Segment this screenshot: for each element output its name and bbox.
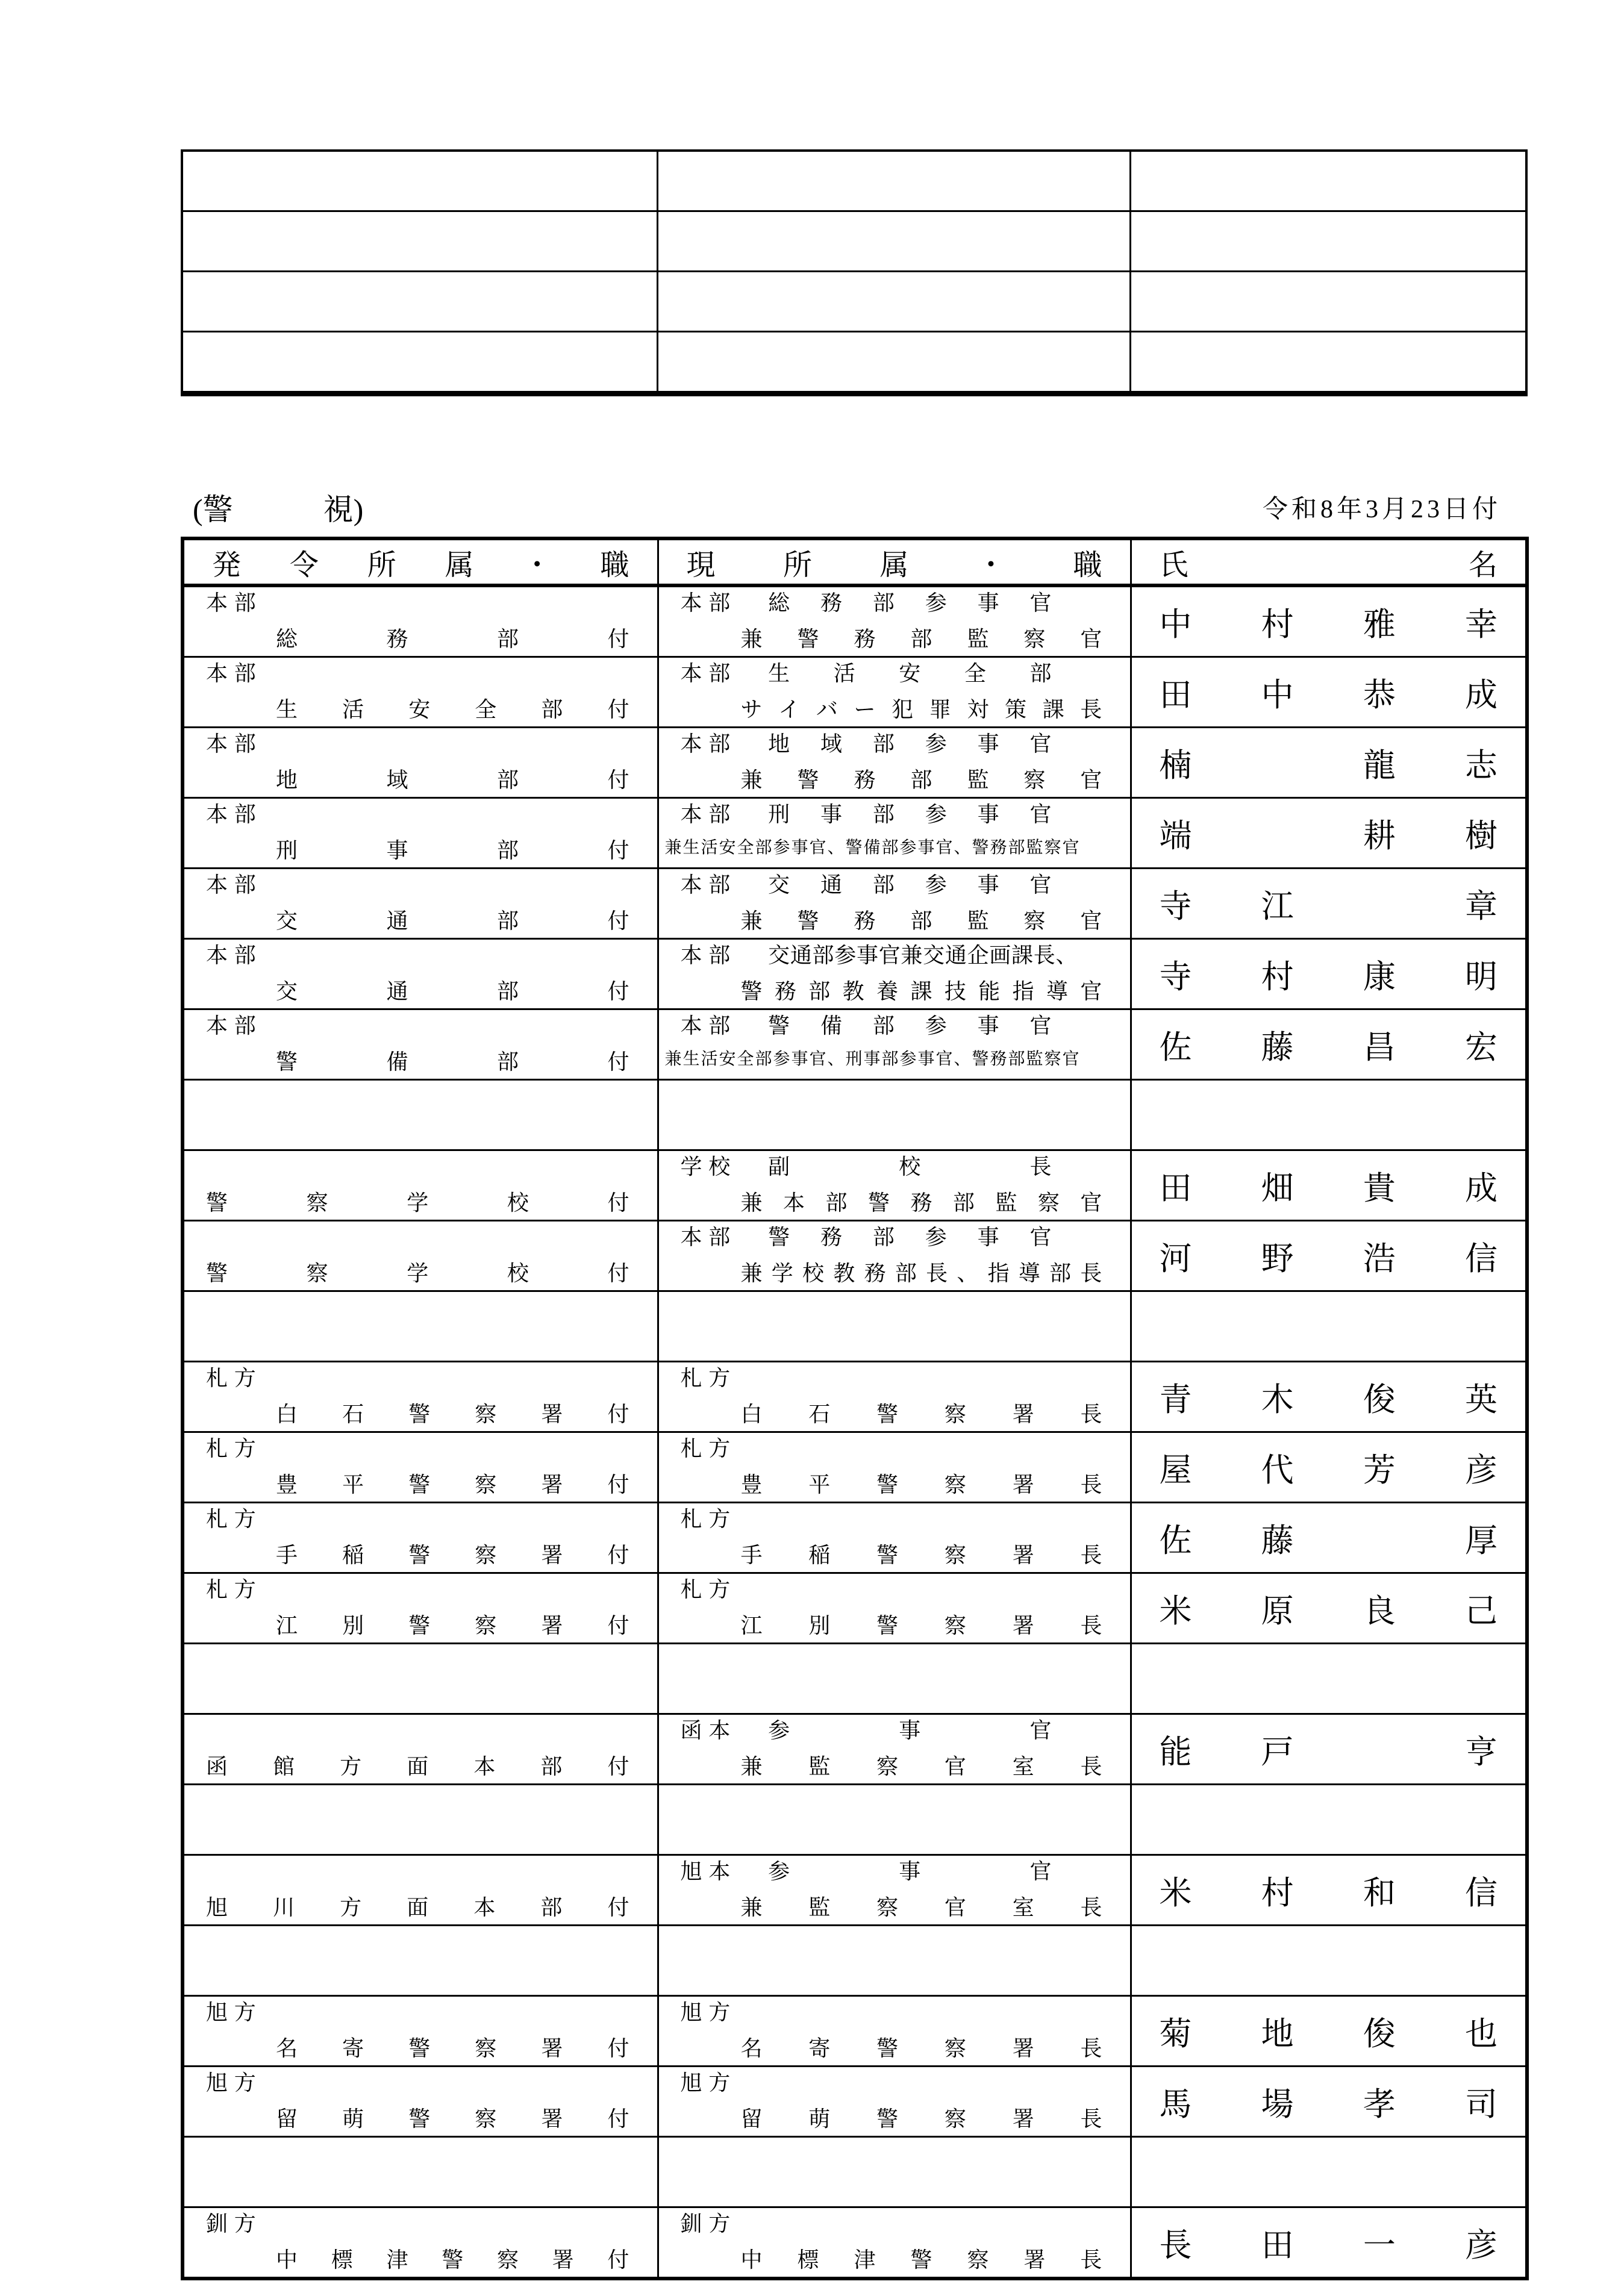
- from-cell: 本部 交 通 部 付: [183, 939, 658, 1009]
- to-cell: 本部 刑 事 部 参 事 官 兼生活安全部参事官、警備部参事官、警務部監察官: [658, 798, 1131, 869]
- name-cell: 寺 村 康 明: [1131, 939, 1527, 1009]
- empty-cell: [1130, 151, 1526, 211]
- from-cell: 旭 川 方 面 本 部 付: [183, 1855, 658, 1926]
- from-cell: 本部 警 備 部 付: [183, 1009, 658, 1080]
- table-row: [183, 1150, 1527, 1221]
- header-name-label: 氏 名: [1159, 549, 1498, 581]
- from-cell: 札方 江 別 警 察 署 付: [183, 1573, 658, 1644]
- to-cell: [658, 1926, 1131, 1996]
- to-cell: [658, 1644, 1131, 1714]
- name-cell: 能 戸 亨: [1131, 1714, 1527, 1785]
- name-cell: 田 畑 貴 成: [1131, 1150, 1527, 1221]
- to-cell: 函本 参 事 官 兼 監 察 官 室 長: [658, 1714, 1131, 1785]
- name-cell: 楠 龍 志: [1131, 728, 1527, 798]
- from-cell: 警 察 学 校 付: [183, 1221, 658, 1291]
- from-cell: 釧方 中 標 津 警 察 署 付: [183, 2207, 658, 2279]
- to-cell: [658, 1080, 1131, 1150]
- rank-label: (警 視): [193, 493, 364, 526]
- header-current-cell: [658, 538, 1131, 585]
- from-cell: 札方 白 石 警 察 署 付: [183, 1362, 658, 1432]
- name-cell: 屋 代 芳 彦: [1131, 1432, 1527, 1503]
- from-cell: 本部 総 務 部 付: [183, 585, 658, 657]
- from-cell: [183, 2137, 658, 2207]
- name-cell: 青 木 俊 英: [1131, 1362, 1527, 1432]
- to-cell: 本部 警 務 部 参 事 官 兼 学 校 教 務 部 長 、 指 導 部 長: [658, 1221, 1131, 1291]
- table-row: [183, 728, 1527, 798]
- to-cell: 旭方 留 萌 警 察 署 長: [658, 2067, 1131, 2137]
- section-heading: [181, 481, 1525, 534]
- empty-cell: [657, 211, 1130, 272]
- to-cell: 旭方 名 寄 警 察 署 長: [658, 1996, 1131, 2067]
- table-row: [183, 657, 1527, 728]
- name-cell: [1131, 2137, 1527, 2207]
- from-cell: 本部 刑 事 部 付: [183, 798, 658, 869]
- name-cell: [1131, 1644, 1527, 1714]
- table-row: [183, 869, 1527, 939]
- table-row: [183, 1926, 1527, 1996]
- date-label: 令和8年3月23日付: [1262, 496, 1501, 523]
- to-cell: 釧方 中 標 津 警 察 署 長: [658, 2207, 1131, 2279]
- name-cell: 米 村 和 信: [1131, 1855, 1527, 1926]
- table-row: [183, 1785, 1527, 1855]
- empty-cell: [182, 332, 657, 394]
- header-from-cell: [183, 538, 658, 585]
- table-row: [183, 1503, 1527, 1573]
- empty-cell: [657, 272, 1130, 332]
- name-cell: 河 野 浩 信: [1131, 1221, 1527, 1291]
- from-cell: 札方 手 稲 警 察 署 付: [183, 1503, 658, 1573]
- to-cell: 本部 警 備 部 参 事 官 兼生活安全部参事官、刑事部参事官、警務部監察官: [658, 1009, 1131, 1080]
- table-row: [182, 272, 1526, 332]
- table-row: [183, 1573, 1527, 1644]
- table-row: [183, 2207, 1527, 2279]
- from-cell: [183, 1291, 658, 1362]
- from-cell: 旭方 名 寄 警 察 署 付: [183, 1996, 658, 2067]
- to-cell: 札方 手 稲 警 察 署 長: [658, 1503, 1131, 1573]
- table-row: [183, 1714, 1527, 1785]
- to-cell: 札方 江 別 警 察 署 長: [658, 1573, 1131, 1644]
- from-cell: [183, 1080, 658, 1150]
- to-cell: [658, 1785, 1131, 1855]
- table-row: [183, 1291, 1527, 1362]
- carryover-table-grid: [181, 149, 1528, 396]
- to-cell: 学校 副 校 長 兼 本 部 警 務 部 監 察 官: [658, 1150, 1131, 1221]
- table-row: [183, 1432, 1527, 1503]
- table-header-row: [183, 538, 1527, 585]
- name-cell: 米 原 良 己: [1131, 1573, 1527, 1644]
- from-cell: 旭方 留 萌 警 察 署 付: [183, 2067, 658, 2137]
- table-row: [183, 798, 1527, 869]
- to-cell: 札方 白 石 警 察 署 長: [658, 1362, 1131, 1432]
- table-row: [183, 1221, 1527, 1291]
- name-cell: 佐 藤 厚: [1131, 1503, 1527, 1573]
- name-cell: 田 中 恭 成: [1131, 657, 1527, 728]
- table-row: [182, 151, 1526, 211]
- table-row: [183, 2067, 1527, 2137]
- empty-cell: [1130, 272, 1526, 332]
- empty-cell: [182, 151, 657, 211]
- from-cell: [183, 1644, 658, 1714]
- table-row: [183, 1362, 1527, 1432]
- table-row: [183, 1996, 1527, 2067]
- from-cell: 札方 豊 平 警 察 署 付: [183, 1432, 658, 1503]
- name-cell: [1131, 1080, 1527, 1150]
- to-cell: 札方 豊 平 警 察 署 長: [658, 1432, 1131, 1503]
- name-cell: 中 村 雅 幸: [1131, 585, 1527, 657]
- name-cell: [1131, 1785, 1527, 1855]
- personnel-table-grid: [181, 537, 1529, 2280]
- table-row: [183, 585, 1527, 657]
- name-cell: 菊 地 俊 也: [1131, 1996, 1527, 2067]
- to-cell: 本部 生 活 安 全 部 サ イ バ ー 犯 罪 対 策 課 長: [658, 657, 1131, 728]
- from-cell: 本部 生 活 安 全 部 付: [183, 657, 658, 728]
- to-cell: 本部 交通部参事官兼交通企画課長、 警 務 部 教 養 課 技 能 指 導 官: [658, 939, 1131, 1009]
- header-current-label: 現 所 属 ・ 職: [686, 549, 1102, 581]
- name-cell: 馬 場 孝 司: [1131, 2067, 1527, 2137]
- personnel-table: [181, 537, 1529, 2280]
- empty-cell: [657, 151, 1130, 211]
- table-row: [183, 1855, 1527, 1926]
- from-cell: 警 察 学 校 付: [183, 1150, 658, 1221]
- carryover-table: [181, 149, 1528, 396]
- name-cell: [1131, 1926, 1527, 1996]
- to-cell: [658, 1291, 1131, 1362]
- from-cell: 本部 交 通 部 付: [183, 869, 658, 939]
- empty-cell: [1130, 211, 1526, 272]
- from-cell: 函 館 方 面 本 部 付: [183, 1714, 658, 1785]
- name-cell: 寺 江 章: [1131, 869, 1527, 939]
- name-cell: 長 田 一 彦: [1131, 2207, 1527, 2279]
- empty-cell: [182, 272, 657, 332]
- table-row: [183, 939, 1527, 1009]
- from-cell: [183, 1926, 658, 1996]
- table-row: [183, 1080, 1527, 1150]
- from-cell: [183, 1785, 658, 1855]
- to-cell: 本部 総 務 部 参 事 官 兼 警 務 部 監 察 官: [658, 585, 1131, 657]
- empty-cell: [1130, 332, 1526, 394]
- table-row: [183, 1009, 1527, 1080]
- empty-cell: [657, 332, 1130, 394]
- table-row: [182, 332, 1526, 394]
- name-cell: 端 耕 樹: [1131, 798, 1527, 869]
- to-cell: 本部 地 域 部 参 事 官 兼 警 務 部 監 察 官: [658, 728, 1131, 798]
- table-row: [183, 1644, 1527, 1714]
- name-cell: [1131, 1291, 1527, 1362]
- to-cell: [658, 2137, 1131, 2207]
- to-cell: 本部 交 通 部 参 事 官 兼 警 務 部 監 察 官: [658, 869, 1131, 939]
- table-row: [182, 211, 1526, 272]
- header-from-label: 発 令 所 属 ・ 職: [212, 549, 629, 581]
- header-name-cell: [1131, 538, 1527, 585]
- empty-cell: [182, 211, 657, 272]
- table-row: [183, 2137, 1527, 2207]
- from-cell: 本部 地 域 部 付: [183, 728, 658, 798]
- to-cell: 旭本 参 事 官 兼 監 察 官 室 長: [658, 1855, 1131, 1926]
- name-cell: 佐 藤 昌 宏: [1131, 1009, 1527, 1080]
